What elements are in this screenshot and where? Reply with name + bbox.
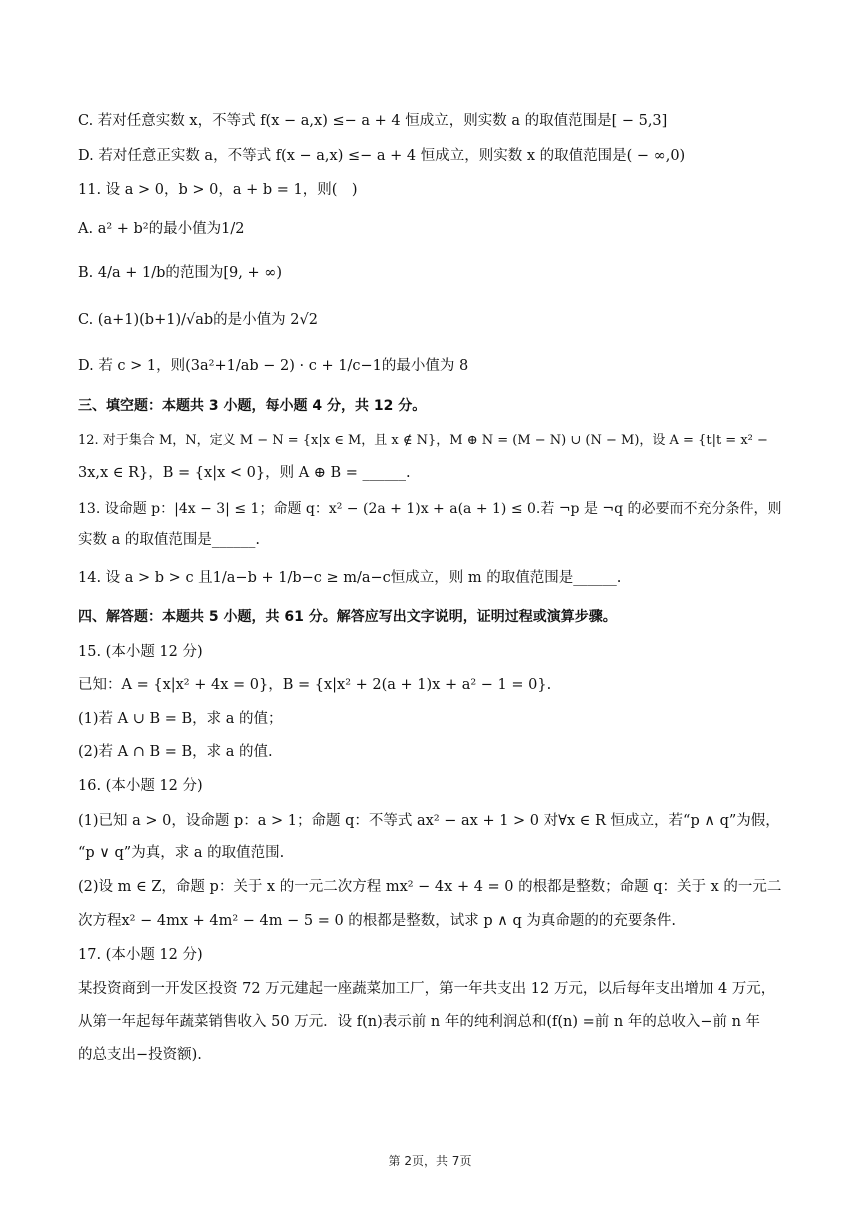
question-13-line1: 13. 设命题 p：|4x − 3| ≤ 1；命题 q：x² − (2a + 1)x + a(a + 1) ≤ 0.若 ¬p 是 ¬q 的必要而不充分条件，则 — [78, 501, 782, 517]
section-fill-blank-heading: 三、填空题：本题共 3 小题，每小题 4 分，共 12 分。 — [78, 398, 427, 414]
question-13-line2: 实数 a 的取值范围是______. — [78, 532, 260, 548]
question-17-title: 17. (本小题 12 分) — [78, 947, 203, 963]
question-11: 11. 设 a > 0，b > 0，a + b = 1，则( ) — [78, 182, 358, 198]
question-16-part1-line1: (1)已知 a > 0，设命题 p：a > 1；命题 q：不等式 ax² − ax + 1 > 0 对∀x ∈ R 恒成立，若“p ∧ q”为假， — [78, 813, 780, 829]
question-16-part2-line1: (2)设 m ∈ Z，命题 p：关于 x 的一元二次方程 mx² − 4x + 4 = 0 的根都是整数；命题 q：关于 x 的一元二 — [78, 879, 782, 895]
option-11d: D. 若 c > 1，则(3a²+1/ab − 2) · c + 1/c−1的最小值为 8 — [78, 358, 469, 374]
question-15-part1: (1)若 A ∪ B = B，求 a 的值； — [78, 711, 283, 727]
question-17-line2: 从第一年起每年蔬菜销售收入 50 万元．设 f(n)表示前 n 年的纯利润总和(f(n) =前 n 年的总收入−前 n 年 — [78, 1014, 761, 1030]
question-15-title: 15. (本小题 12 分) — [78, 644, 203, 660]
option-11b: B. 4/a + 1/b的范围为[9, + ∞) — [78, 265, 282, 281]
option-10d: D. 若对任意正实数 a，不等式 f(x − a,x) ≤− a + 4 恒成立，则实数 x 的取值范围是( − ∞,0) — [78, 148, 686, 164]
option-11a: A. a² + b²的最小值为1/2 — [78, 221, 245, 237]
question-15-stem: 已知：A = {x|x² + 4x = 0}，B = {x|x² + 2(a + 1)x + a² − 1 = 0}. — [78, 677, 552, 693]
question-17-line1: 某投资商到一开发区投资 72 万元建起一座蔬菜加工厂，第一年共支出 12 万元，以后每年支出增加 4 万元， — [78, 981, 776, 997]
question-12-line1: 12. 对于集合 M，N，定义 M − N = {x|x ∈ M，且 x ∉ N}，M ⊕ N = (M − N) ∪ (N − M)，设 A = {t|t = x² − — [78, 433, 768, 448]
question-12-line2: 3x,x ∈ R}，B = {x|x < 0}，则 A ⊕ B = ______. — [78, 465, 411, 481]
question-17-line3: 的总支出−投资额). — [78, 1047, 202, 1063]
option-10c: C. 若对任意实数 x，不等式 f(x − a,x) ≤− a + 4 恒成立，则实数 a 的取值范围是[ − 5,3] — [78, 113, 668, 129]
question-14: 14. 设 a > b > c 且1/a−b + 1/b−c ≥ m/a−c恒成立，则 m 的取值范围是______. — [78, 570, 622, 586]
question-15-part2: (2)若 A ∩ B = B，求 a 的值. — [78, 744, 273, 760]
question-16-part1-line2: “p ∨ q”为真，求 a 的取值范围. — [78, 845, 285, 861]
section-answer-heading: 四、解答题：本题共 5 小题，共 61 分。解答应写出文字说明，证明过程或演算步骤。 — [78, 609, 617, 625]
question-16-title: 16. (本小题 12 分) — [78, 778, 203, 794]
option-11c: C. (a+1)(b+1)/√ab的是小值为 2√2 — [78, 312, 318, 328]
question-16-part2-line2: 次方程x² − 4mx + 4m² − 4m − 5 = 0 的根都是整数，试求 p ∧ q 为真命题的的充要条件. — [78, 913, 677, 929]
page-footer: 第 2页，共 7页 — [388, 1154, 472, 1168]
